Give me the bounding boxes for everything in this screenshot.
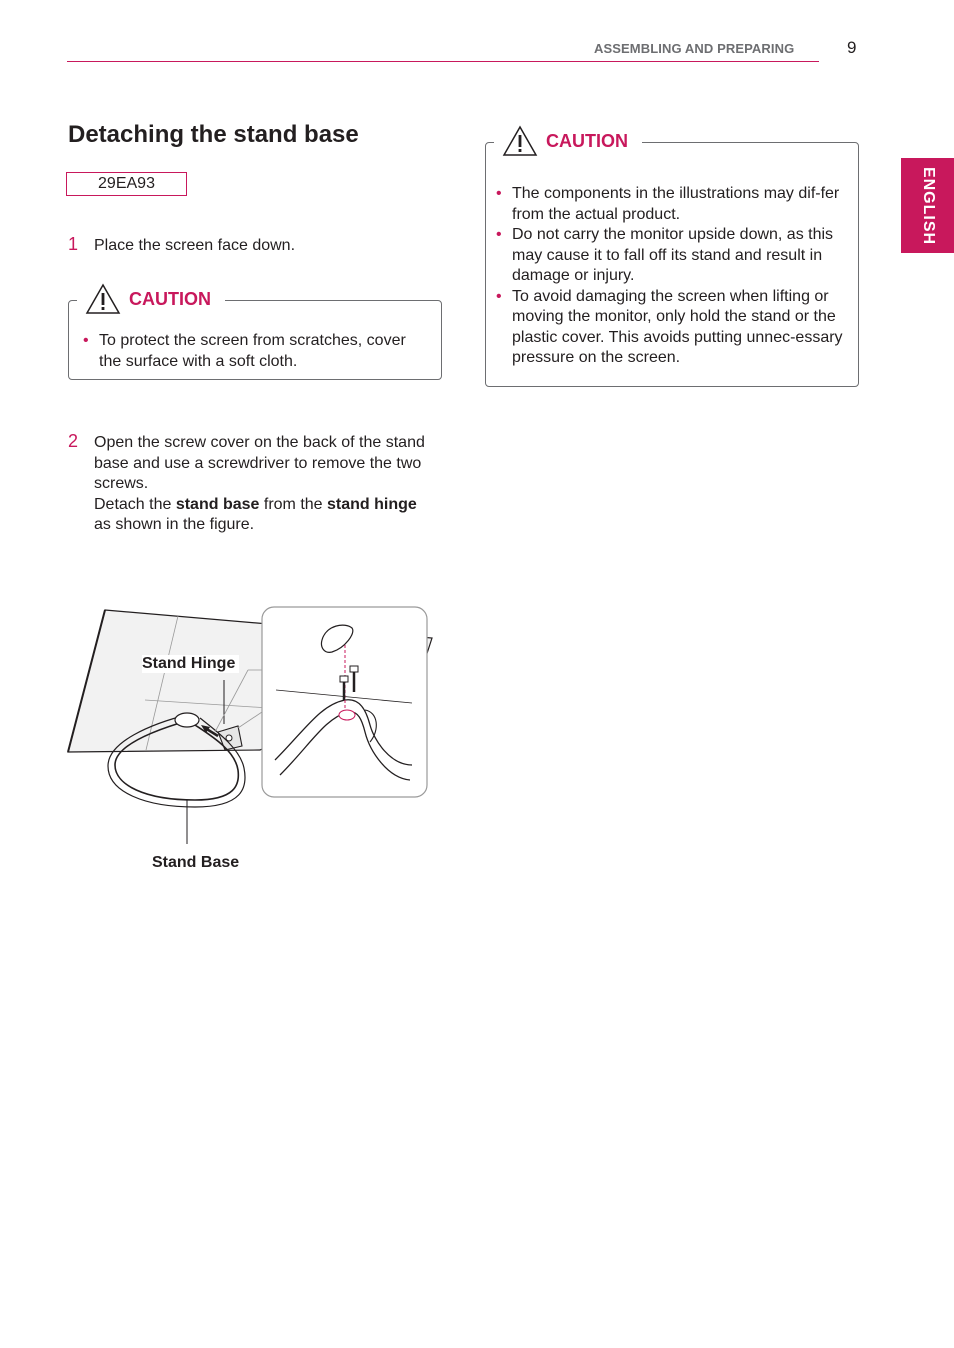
section-title: ASSEMBLING AND PREPARING	[594, 41, 795, 56]
stand-hinge-term: stand hinge	[327, 495, 417, 513]
caution-item: • To avoid damaging the screen when lifting or moving the monitor, only hold the stand or the plastic cover. This avoids putting unnec-essary pressure on the screen.	[496, 287, 848, 369]
caution-header	[77, 283, 225, 315]
step-1-number: 1	[68, 234, 79, 254]
stand-base-term: stand base	[175, 495, 260, 513]
warning-icon	[85, 283, 121, 315]
stand-hinge-label: Stand Hinge	[142, 655, 239, 673]
caution-box-right	[485, 130, 859, 387]
model-badge: 29EA93	[66, 172, 187, 196]
step-2-line: Open the screw cover on the back of the stand	[94, 434, 425, 451]
step-2-text	[94, 433, 454, 536]
step-2-line: screws.	[94, 475, 149, 492]
caution-list	[83, 331, 423, 372]
caution-label: CAUTION	[546, 130, 628, 151]
page-title: Detaching the stand base	[68, 121, 359, 148]
step-1-text: Place the screen face down.	[94, 237, 296, 254]
caution-list	[496, 184, 848, 369]
page-number: 9	[847, 38, 857, 57]
language-tab	[901, 158, 954, 253]
header-rule	[67, 61, 819, 62]
language-tab-label: ENGLISH	[919, 166, 937, 245]
stand-illustration	[60, 600, 440, 860]
caution-item: • To protect the screen from scratches, cover the surface with a soft cloth.	[83, 331, 423, 372]
caution-box-left	[68, 288, 442, 380]
step-2-number: 2	[68, 431, 79, 451]
step-2-line: as shown in the figure.	[94, 516, 255, 533]
stand-base-label: Stand Base	[152, 854, 240, 871]
warning-icon	[502, 125, 538, 157]
step-2-line: base and use a screwdriver to remove the two	[94, 454, 422, 472]
caution-item: • Do not carry the monitor upside down, as this may cause it to fall off its stand and result in damage or injury.	[496, 225, 848, 287]
step-2-detach: Detach the stand base from the stand hinge	[94, 495, 417, 513]
caution-label: CAUTION	[129, 288, 211, 309]
caution-item: • The components in the illustrations may dif-fer from the actual product.	[496, 184, 848, 225]
caution-header	[494, 125, 642, 157]
